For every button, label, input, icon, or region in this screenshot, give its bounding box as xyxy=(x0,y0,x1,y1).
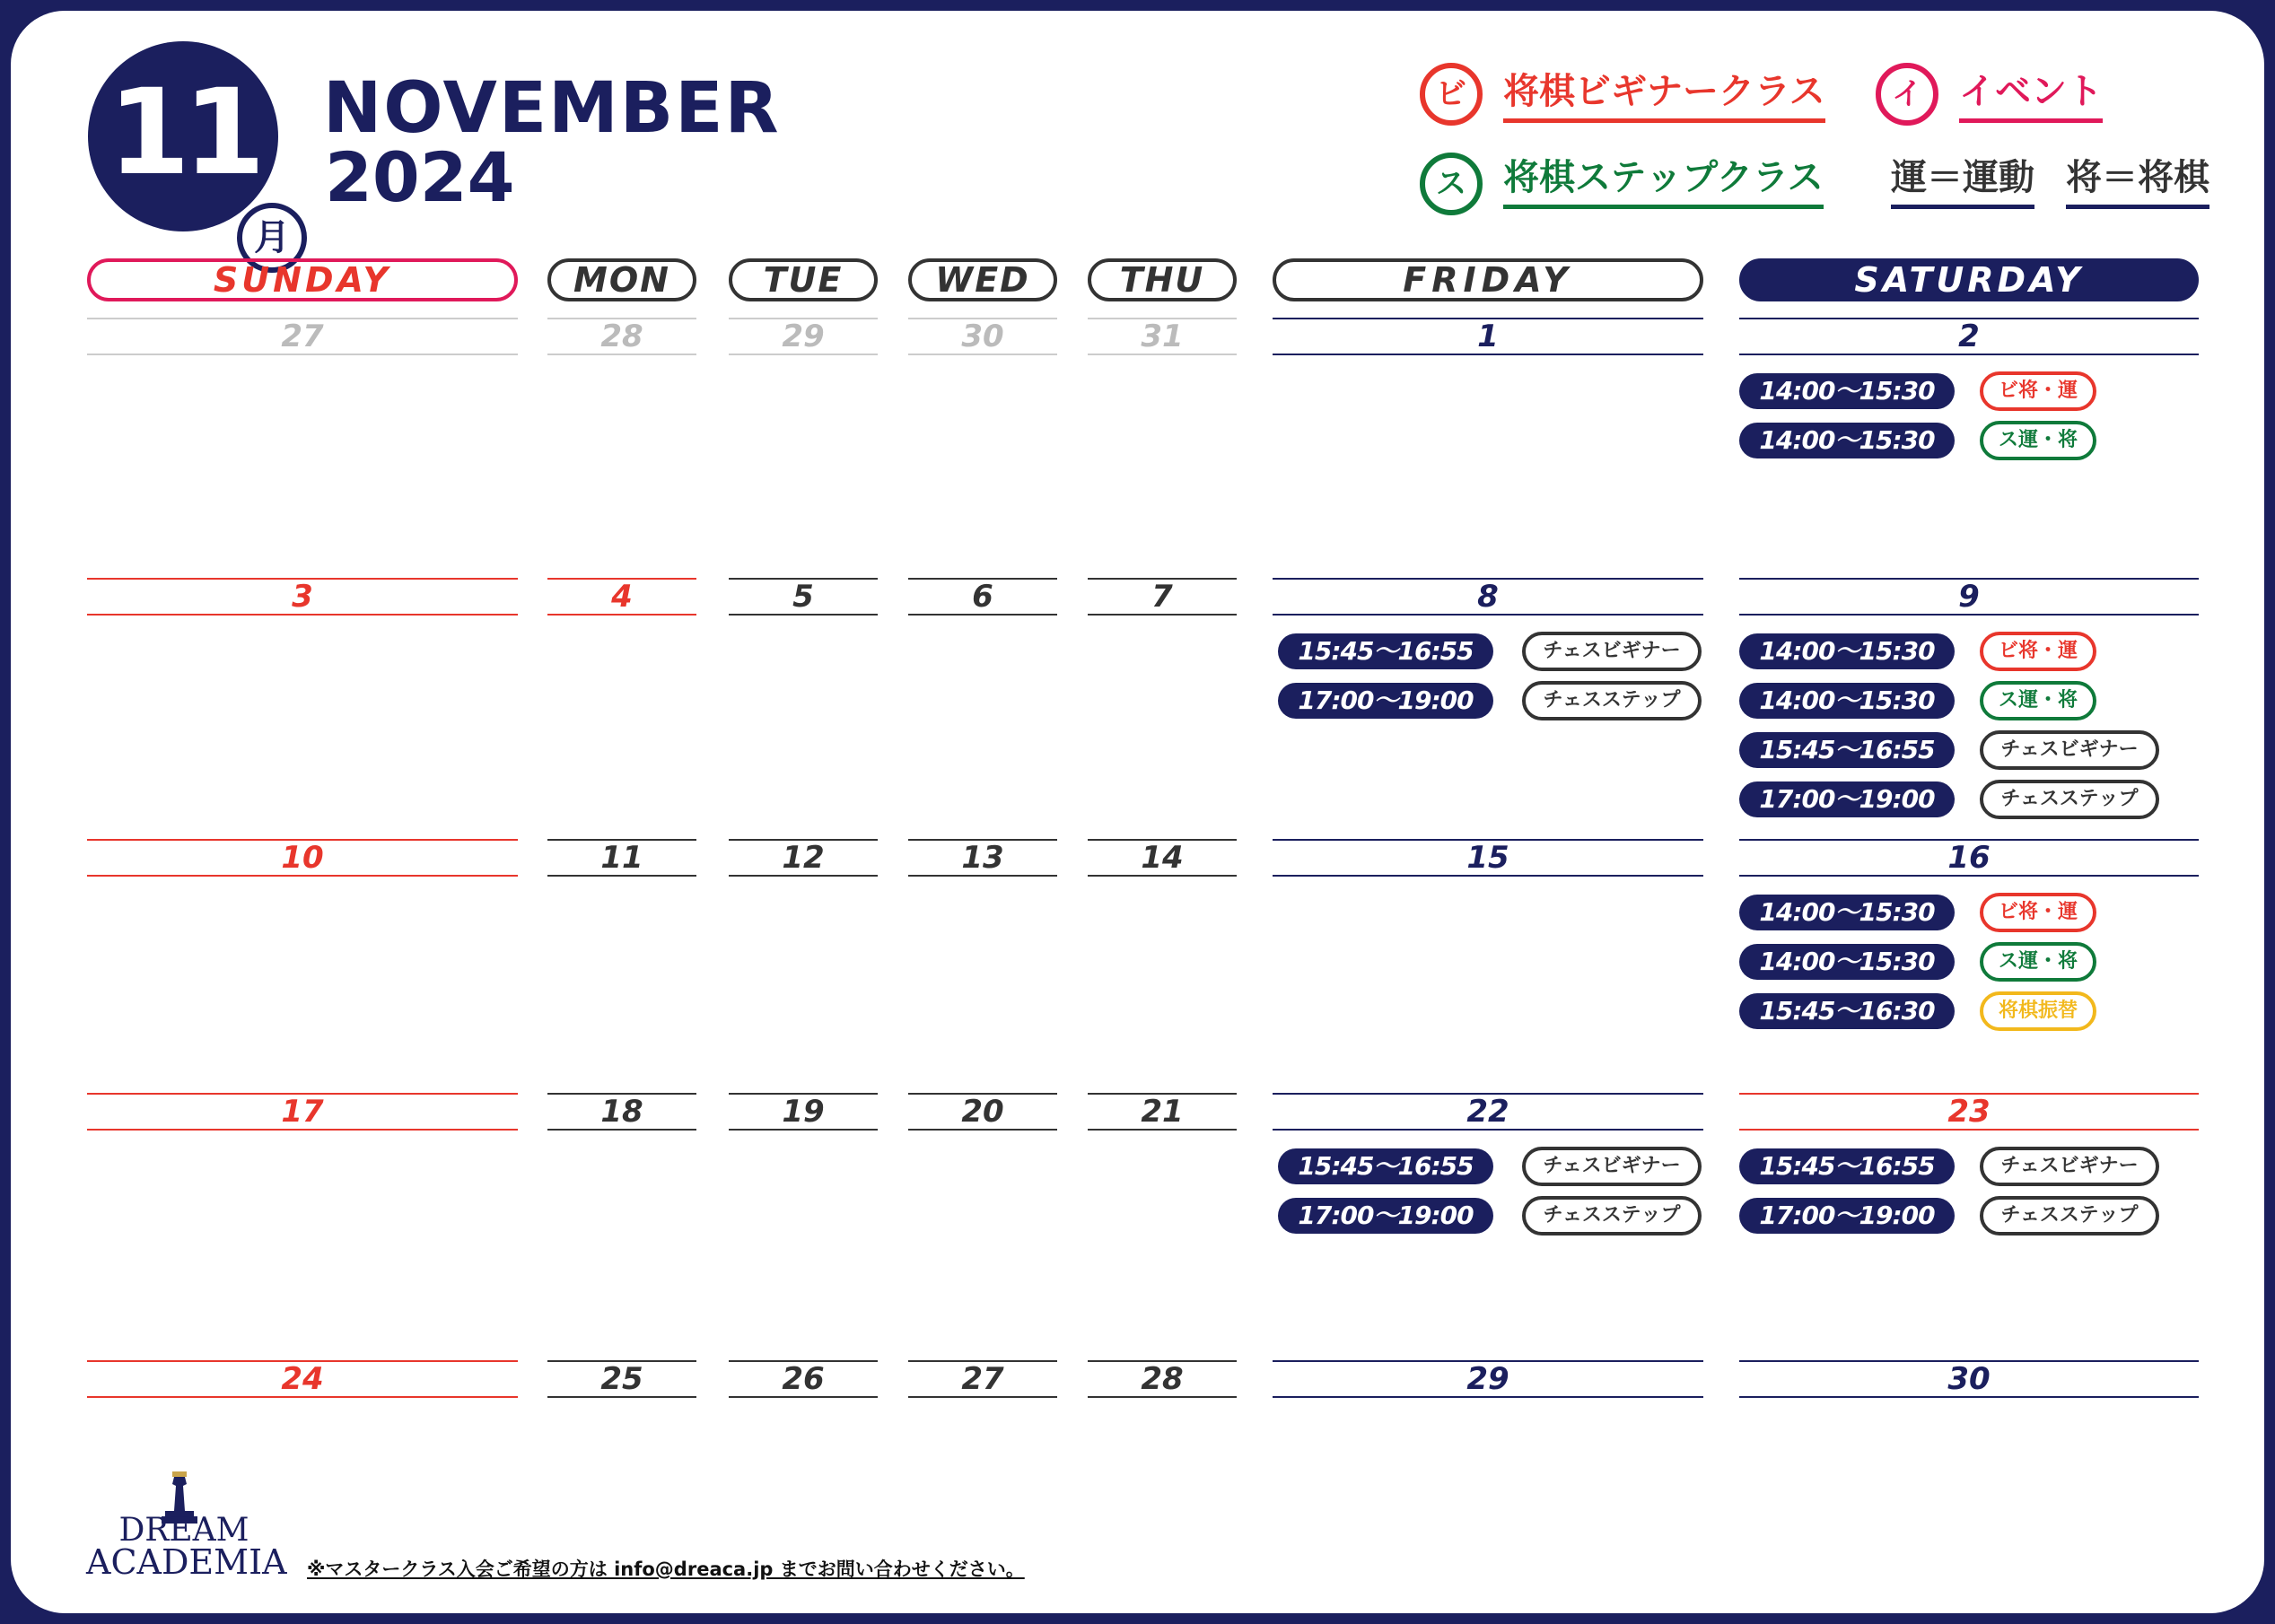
day-number-fri: 8 xyxy=(1273,578,1703,616)
month-name: NOVEMBER xyxy=(323,68,781,149)
day-number-tue: 26 xyxy=(729,1360,878,1398)
event-time: 14:00〜15:30 xyxy=(1739,423,1955,458)
legend-beginner-symbol: ビ xyxy=(1420,63,1483,126)
legend-step-symbol: ス xyxy=(1420,153,1483,215)
event-time: 15:45〜16:55 xyxy=(1739,1148,1955,1184)
day-number-mon: 28 xyxy=(547,318,696,355)
day-number-thu: 28 xyxy=(1088,1360,1237,1398)
day-number-tue: 5 xyxy=(729,578,878,616)
day-number-wed: 6 xyxy=(908,578,1057,616)
day-number-sun: 27 xyxy=(87,318,518,355)
event-tag: ビ将・運 xyxy=(1980,893,2096,932)
legend-event-label: イベント xyxy=(1959,74,2103,123)
event-time: 17:00〜19:00 xyxy=(1739,1198,1955,1234)
day-number-thu: 31 xyxy=(1088,318,1237,355)
day-number-mon: 11 xyxy=(547,839,696,877)
day-number-mon: 25 xyxy=(547,1360,696,1398)
day-number-sun: 17 xyxy=(87,1093,518,1131)
legend-shogi-label: 将＝将棋 xyxy=(2066,160,2209,209)
day-number-thu: 21 xyxy=(1088,1093,1237,1131)
day-number-fri: 15 xyxy=(1273,839,1703,877)
event-tag: チェスビギナー xyxy=(1980,730,2159,770)
month-kanji-badge: 月 xyxy=(237,203,307,273)
legend-step-label: 将棋ステップクラス xyxy=(1503,160,1824,209)
event-time: 15:45〜16:55 xyxy=(1278,633,1493,669)
event-time: 17:00〜19:00 xyxy=(1278,683,1493,719)
dayhead-saturday: SATURDAY xyxy=(1739,258,2199,301)
legend-beginner-label: 将棋ビギナークラス xyxy=(1503,74,1825,123)
day-number-tue: 12 xyxy=(729,839,878,877)
month-badge xyxy=(88,41,290,258)
event-tag: チェスビギナー xyxy=(1522,1147,1702,1186)
event-time: 15:45〜16:30 xyxy=(1739,993,1955,1029)
day-number-fri: 1 xyxy=(1273,318,1703,355)
year: 2024 xyxy=(325,137,515,217)
event-time: 14:00〜15:30 xyxy=(1739,895,1955,930)
event-tag: チェスステップ xyxy=(1980,780,2159,819)
event-tag: ス運・将 xyxy=(1980,681,2096,720)
dayhead-friday: FRIDAY xyxy=(1273,258,1703,301)
event-time: 17:00〜19:00 xyxy=(1278,1198,1493,1234)
event-tag: チェスビギナー xyxy=(1980,1147,2159,1186)
day-number-thu: 14 xyxy=(1088,839,1237,877)
dayhead-sunday: SUNDAY xyxy=(87,258,518,301)
day-number-sun: 10 xyxy=(87,839,518,877)
day-number-sat: 9 xyxy=(1739,578,2199,616)
dayhead-wed: WED xyxy=(908,258,1057,301)
day-number-fri: 29 xyxy=(1273,1360,1703,1398)
event-tag: チェスステップ xyxy=(1980,1196,2159,1235)
day-number-wed: 13 xyxy=(908,839,1057,877)
event-tag: ス運・将 xyxy=(1980,421,2096,460)
dayhead-thu: THU xyxy=(1088,258,1237,301)
legend-undo-label: 運＝運動 xyxy=(1891,160,2034,209)
event-time: 17:00〜19:00 xyxy=(1739,781,1955,817)
event-time: 14:00〜15:30 xyxy=(1739,633,1955,669)
day-number-sat: 30 xyxy=(1739,1360,2199,1398)
day-number-sat: 23 xyxy=(1739,1093,2199,1131)
day-number-tue: 29 xyxy=(729,318,878,355)
day-number-wed: 20 xyxy=(908,1093,1057,1131)
logo-text-academia: ACADEMIA xyxy=(86,1542,287,1582)
event-time: 14:00〜15:30 xyxy=(1739,373,1955,409)
event-time: 14:00〜15:30 xyxy=(1739,944,1955,980)
day-number-wed: 30 xyxy=(908,318,1057,355)
day-number-wed: 27 xyxy=(908,1360,1057,1398)
event-tag: チェスステップ xyxy=(1522,681,1702,720)
event-time: 14:00〜15:30 xyxy=(1739,683,1955,719)
event-tag: ス運・将 xyxy=(1980,942,2096,982)
day-number-sat: 2 xyxy=(1739,318,2199,355)
day-number-thu: 7 xyxy=(1088,578,1237,616)
day-number-sat: 16 xyxy=(1739,839,2199,877)
month-number: 11 xyxy=(108,64,258,202)
day-number-fri: 22 xyxy=(1273,1093,1703,1131)
event-tag: ビ将・運 xyxy=(1980,632,2096,671)
event-tag: チェスステップ xyxy=(1522,1196,1702,1235)
event-time: 15:45〜16:55 xyxy=(1739,732,1955,768)
day-number-sun: 24 xyxy=(87,1360,518,1398)
event-tag: チェスビギナー xyxy=(1522,632,1702,671)
legend-event-symbol: イ xyxy=(1876,63,1938,126)
event-tag: ビ将・運 xyxy=(1980,371,2096,411)
logo-text-dream: DREAM xyxy=(118,1512,249,1549)
day-number-tue: 19 xyxy=(729,1093,878,1131)
dayhead-mon: MON xyxy=(547,258,696,301)
footnote: ※マスタークラス入会ご希望の方は info@dreaca.jp までお問い合わせください。 xyxy=(307,1559,1025,1580)
event-time: 15:45〜16:55 xyxy=(1278,1148,1493,1184)
day-number-mon: 4 xyxy=(547,578,696,616)
day-number-mon: 18 xyxy=(547,1093,696,1131)
day-number-sun: 3 xyxy=(87,578,518,616)
dayhead-tue: TUE xyxy=(729,258,878,301)
event-tag: 将棋振替 xyxy=(1980,991,2096,1031)
